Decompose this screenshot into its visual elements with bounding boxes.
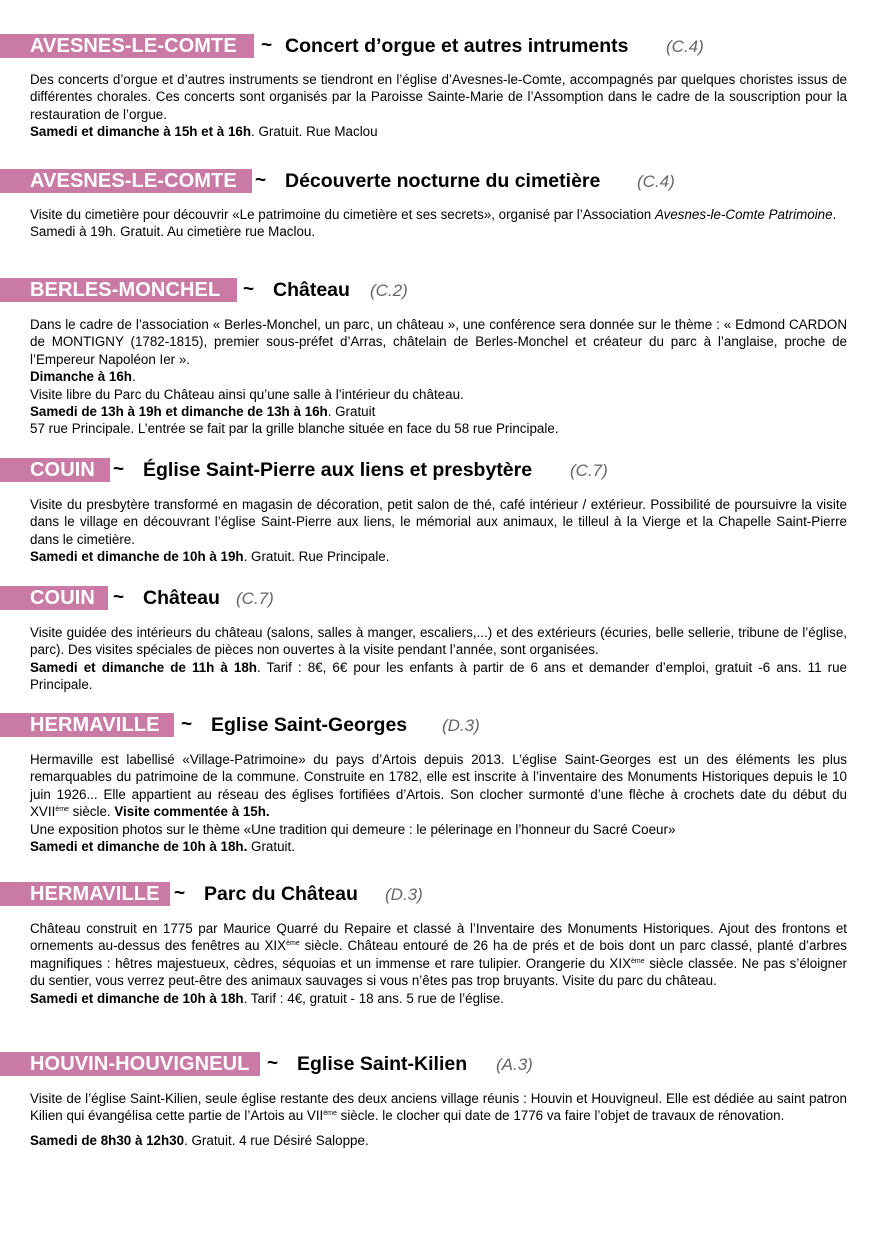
event-description <box>30 206 847 241</box>
description-part: Hermaville est labellisé «Village-Patrimoine» du pays d’Artois depuis 2013. L’église Saint-Georges est un des éléments les plus remarquables du patrimoine de la commune. Construite en 1782, elle est inscrite à l’inventaire des Monuments Historiques depuis le 10 juin 1926... Elle appartient au réseau des églises fortifiées d’Artois. Son clocher surmonté d’une flèche à crochets date du début du XVII <box>30 752 847 820</box>
event-description <box>30 1090 847 1149</box>
event-description <box>30 920 847 1007</box>
entry-header <box>0 1052 876 1078</box>
town-label: HOUVIN-HOUVIGNEUL <box>0 1052 260 1076</box>
description-text <box>30 206 847 223</box>
town-label: BERLES-MONCHEL <box>0 278 237 302</box>
superscript: ème <box>631 957 645 965</box>
event-title: Concert d’orgue et autres intruments <box>285 35 629 57</box>
hours: Samedi et dimanche de 10h à 18h <box>30 990 244 1006</box>
schedule-line <box>30 548 847 565</box>
entry-header <box>0 169 876 195</box>
entry-header <box>0 586 876 612</box>
description-part: siècle classée. Ne pas s’éloigner du sentier, vous verrez peut-être des animaux sauvages si vous n’êtes pas trop bruyants. Visite du parc du château. <box>30 955 848 989</box>
practical-info: . <box>131 369 136 385</box>
schedule-line: Samedi à 19h. Gratuit. Au cimetière rue Maclou. <box>30 224 316 240</box>
description-part: Château construit en 1775 par Maurice Quarré du Repaire et classé à l’Inventaire des Monuments Historiques. Ajout des frontons et ornements au-dessus des fenêtres au XIX <box>30 921 847 954</box>
event-description <box>30 316 847 438</box>
event-title: Château <box>273 279 350 301</box>
practical-info: Gratuit. <box>247 839 295 855</box>
description-part: Visite de l’église Saint-Kilien, seule église restante des deux anciens village réunis : Houvin et Houvigneul. Elle est dédiée au saint patron Kilien qui évangélisa cette partie de l’Artois au VII <box>30 1091 847 1124</box>
entry-avesnes-concert <box>0 34 876 140</box>
event-title: Découverte nocturne du cimetière <box>285 170 601 192</box>
entry-couin-eglise <box>0 458 876 565</box>
event-description <box>30 496 847 566</box>
schedule-line <box>30 368 847 385</box>
hours: Samedi de 8h30 à 12h30 <box>30 1132 185 1148</box>
practical-info: . Tarif : 4€, gratuit - 18 ans. 5 rue de l’église. <box>243 990 504 1006</box>
description-part: siècle. <box>68 804 115 820</box>
guided-visit: Visite commentée à 15h. <box>114 804 270 820</box>
practical-info: . Gratuit <box>327 404 376 420</box>
town-label: HERMAVILLE <box>0 713 174 737</box>
practical-info: . Gratuit. 4 rue Désiré Saloppe. <box>184 1132 369 1148</box>
entry-header <box>0 34 876 60</box>
tilde-separator: ~ <box>181 714 193 735</box>
map-reference: (A.3) <box>496 1055 533 1074</box>
town-label: HERMAVILLE <box>0 882 170 906</box>
description-text <box>30 751 847 821</box>
superscript: ème <box>286 940 300 948</box>
description-text <box>30 920 847 990</box>
entry-header <box>0 278 876 304</box>
hours: Samedi de 13h à 19h et dimanche de 13h à 16h <box>30 404 328 420</box>
town-label: AVESNES-LE-COMTE <box>0 169 252 193</box>
tilde-separator: ~ <box>255 170 267 191</box>
town-label: AVESNES-LE-COMTE <box>0 34 254 58</box>
description-part: Visite du cimetière pour découvrir «Le patrimoine du cimetière et ses secrets», organisé par l’Association <box>30 207 655 222</box>
description-text: Dans le cadre de l’association « Berles-Monchel, un parc, un château », une conférence sera donnée sur le thème : « Edmond CARDON de MONTIGNY (1782-1815), premier sous-préfet d’Arras, châtelain de Berles-Monchel et créateur du parc à l’anglaise, proche de l’Empereur Napoléon Ier ». <box>30 317 847 367</box>
event-description <box>30 751 847 855</box>
event-description <box>30 71 847 141</box>
hours: Samedi et dimanche de 10h à 18h. <box>30 839 248 855</box>
schedule-line <box>30 659 847 694</box>
tilde-separator: ~ <box>243 279 255 300</box>
description-text <box>30 1090 847 1125</box>
town-label: COUIN <box>0 458 110 482</box>
event-title: Château <box>143 587 220 609</box>
entry-header <box>0 713 876 739</box>
description-text: Visite guidée des intérieurs du château (salons, salles à manger, escaliers,...) et des extérieurs (écuries, belle sellerie, tribune de l’église, parc). Des visites spéciales de pièces non ouvertes à la visite pendant l’année, sont organisées. <box>30 625 847 658</box>
map-reference: (C.2) <box>370 281 408 300</box>
organisation-name: Avesnes-le-Comte Patrimoine <box>654 207 833 222</box>
tilde-separator: ~ <box>113 587 125 608</box>
town-label: COUIN <box>0 586 108 610</box>
schedule-line <box>30 403 847 420</box>
description-part: siècle. le clocher qui date de 1776 va faire l’objet de travaux de rénovation. <box>336 1108 785 1124</box>
superscript: ème <box>55 806 69 814</box>
description-text: Des concerts d’orgue et d’autres instruments se tiendront en l’église d’Avesnes-le-Comte, accompagnés par quelques choristes issus de différentes chorales. Ces concerts sont organisés par la Paroisse Sainte-Marie de l’Assomption dans le cadre de la souscription pour la restauration de l’orgue. <box>30 72 847 122</box>
tilde-separator: ~ <box>174 883 186 904</box>
schedule-line <box>30 1132 847 1149</box>
entry-couin-chateau <box>0 586 876 693</box>
address-line: 57 rue Principale. L’entrée se fait par la grille blanche située en face du 58 rue Principale. <box>30 421 559 437</box>
tilde-separator: ~ <box>261 35 273 56</box>
event-title: Eglise Saint-Kilien <box>297 1053 468 1075</box>
schedule-line <box>30 990 847 1007</box>
event-description <box>30 624 847 694</box>
hours: Dimanche à 16h <box>30 369 132 385</box>
hours: Samedi et dimanche de 10h à 19h <box>30 549 244 565</box>
schedule-line <box>30 123 847 140</box>
tilde-separator: ~ <box>267 1053 279 1074</box>
entry-hermaville-eglise <box>0 713 876 855</box>
description-part: . <box>832 207 837 222</box>
entry-hermaville-parc <box>0 882 876 1006</box>
entry-avesnes-cimetiere <box>0 169 876 240</box>
map-reference: (D.3) <box>385 885 423 904</box>
entry-header <box>0 882 876 908</box>
superscript: ème <box>323 1110 337 1118</box>
event-title: Église Saint-Pierre aux liens et presbytère <box>143 459 533 481</box>
event-title: Parc du Château <box>204 883 358 905</box>
visit-text: Visite libre du Parc du Château ainsi qu’une salle à l’intérieur du château. <box>30 386 464 402</box>
map-reference: (C.4) <box>666 37 704 56</box>
map-reference: (C.7) <box>236 589 274 608</box>
hours: Samedi et dimanche à 15h et à 16h <box>30 124 252 140</box>
entry-berles-chateau <box>0 278 876 437</box>
practical-info: . Gratuit. Rue Principale. <box>243 549 390 565</box>
tilde-separator: ~ <box>113 459 125 480</box>
map-reference: (C.4) <box>637 172 675 191</box>
practical-info: . Gratuit. Rue Maclou <box>251 124 378 140</box>
description-part: siècle. Château entouré de 26 ha de prés et de bois dont un parc classé, planté d’arbres magnifiques : hêtres majestueux, cèdres, séquoias et un immense et rare tulipier. Orangerie du XIX <box>30 938 847 971</box>
map-reference: (D.3) <box>442 716 480 735</box>
description-text: Visite du presbytère transformé en magasin de décoration, petit salon de thé, café intérieur / extérieur. Possibilité de poursuivre la visite dans le village en découvrant l’église Saint-Pierre aux liens, le mémorial aux animaux, le tilleul à la Vierge et la Chapelle Saint-Pierre dans le cimetière. <box>30 497 847 547</box>
practical-info: . Tarif : 8€, 6€ pour les enfants à partir de 6 ans et demander d’emploi, gratuit -6 ans. 11 rue Principale. <box>30 659 847 693</box>
exhibition-text: Une exposition photos sur le thème «Une tradition qui demeure : le pélerinage en l’honneur du Sacré Coeur» <box>30 821 676 837</box>
map-reference: (C.7) <box>570 461 608 480</box>
entry-header <box>0 458 876 484</box>
hours: Samedi et dimanche de 11h à 18h <box>30 659 257 675</box>
event-title: Eglise Saint-Georges <box>211 714 408 736</box>
entry-houvin-eglise <box>0 1052 876 1148</box>
schedule-line <box>30 838 847 855</box>
